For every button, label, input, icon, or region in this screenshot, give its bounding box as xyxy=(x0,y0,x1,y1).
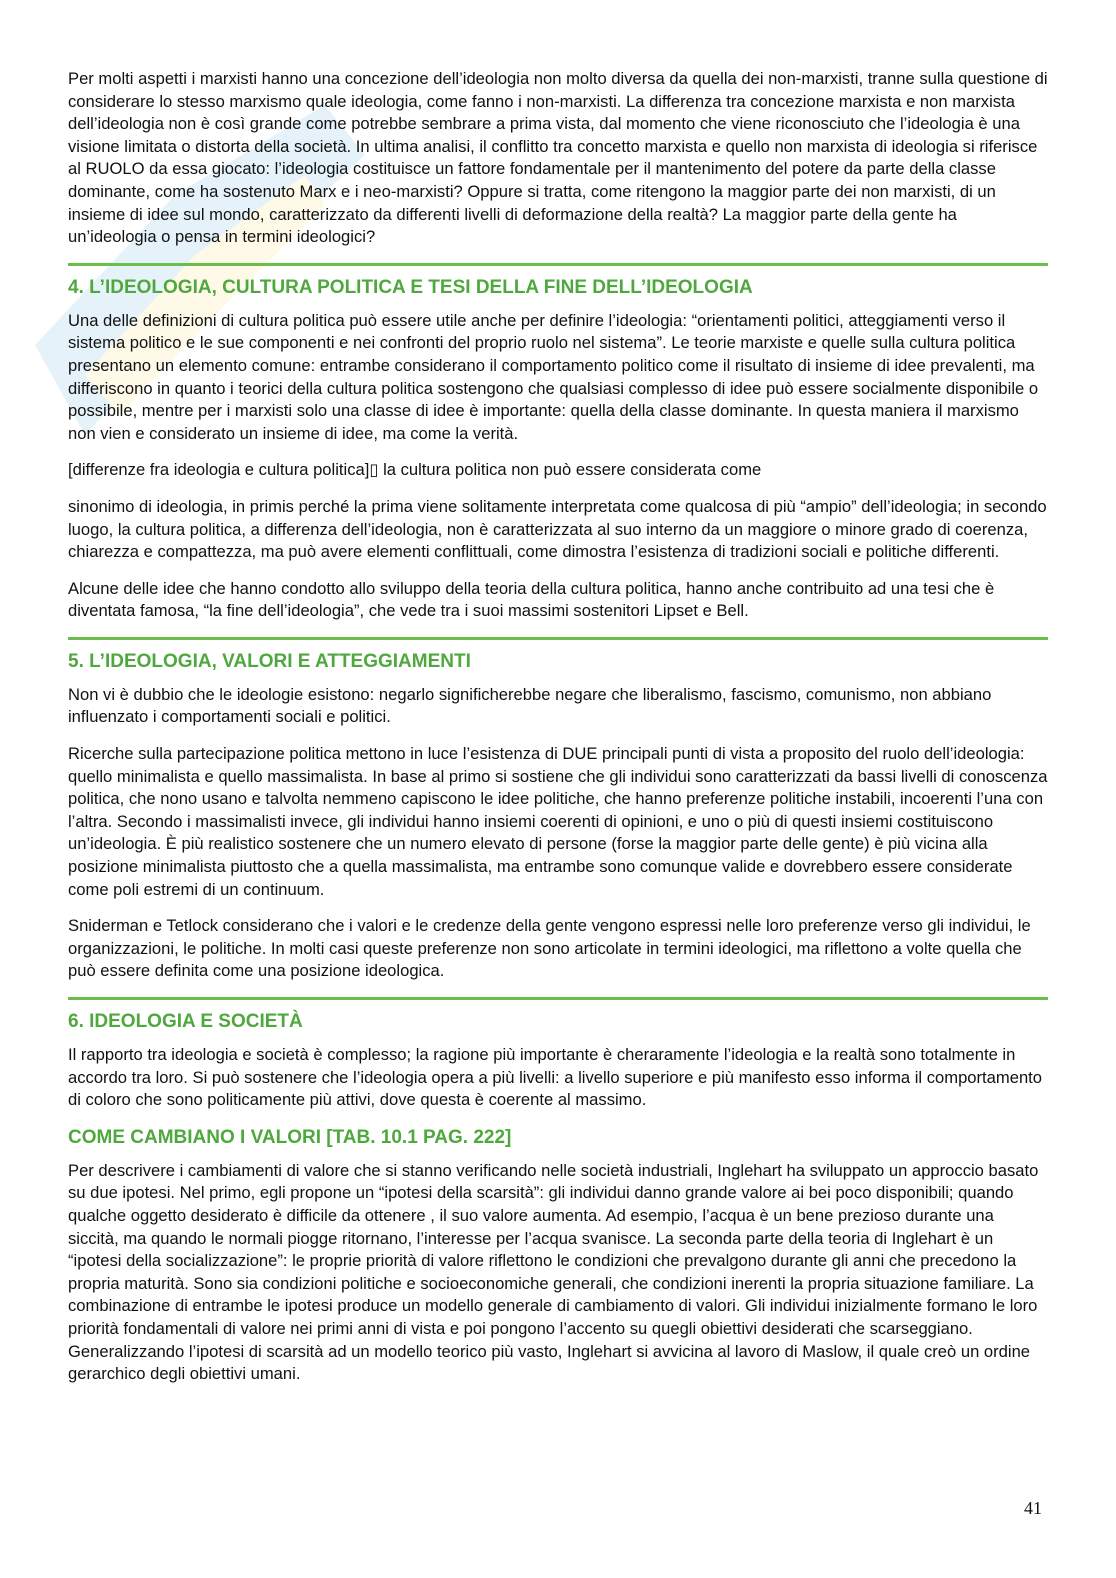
section-heading: 4. L’IDEOLOGIA, CULTURA POLITICA E TESI DELLA FINE DELL’IDEOLOGIA xyxy=(68,276,753,298)
section-heading: 6. IDEOLOGIA E SOCIETÀ xyxy=(68,1011,303,1032)
page-number: 41 xyxy=(1024,1498,1042,1518)
paragraph: Il rapporto tra ideologia e società è complesso; la ragione più importante è cheraramente l’ideologia e la realtà sono totalmente in accordo tra loro. Si può sostenere che l’ideologia opera a più livelli: a livello superiore e più manifesto esso informa il comportamento di coloro che sono politicamente più attivi, dove questa è coerente al massimo. xyxy=(68,1045,1043,1110)
section-heading: 5. L’IDEOLOGIA, VALORI E ATTEGGIAMENTI xyxy=(68,650,471,672)
paragraph: Una delle definizioni di cultura politica può essere utile anche per definire l’ideologia: “orientamenti politici, atteggiamenti verso il sistema politico e le sue componenti e nei confronti del proprio ruolo nel sistema”. Le teorie marxiste e quelle sulla cultura politica presentano un elemento comune: entrambe considerano il comportamento politico come il risultato di insieme di idee prevalenti, ma differiscono in quanto i teorici della cultura politica sostengono che qualsiasi complesso di idee può essere socialmente disponibile o possibile, mentre per i marxisti solo una classe di idee è importante: quella della classe dominante. In questa maniera il marxismo non vien e considerato un insieme di idee, ma come la verità. xyxy=(68,310,1039,443)
section-divider xyxy=(68,263,1048,266)
paragraph: sinonimo di ideologia, in primis perché la prima viene solitamente interpretata come qualcosa di più “ampio” dell’ideologia; in secondo luogo, la cultura politica, a differenza dell’ideologia, non è caratterizzata al suo interno da un maggiore o minore grado di coerenza, chiarezza e compattezza, ma può avere elementi conflittuali, come dimostra l’esistenza di tradizioni sociali e politiche differenti. xyxy=(68,496,1047,562)
document-content xyxy=(68,68,1048,1400)
subsection-heading: COME CAMBIANO I VALORI [TAB. 10.1 PAG. 222] xyxy=(68,1126,512,1148)
section-divider xyxy=(68,637,1048,640)
paragraph: Per molti aspetti i marxisti hanno una concezione dell’ideologia non molto diversa da quella dei non-marxisti, tranne sulla questione di considerare lo stesso marxismo quale ideologia, come fanno i non-marxisti. La differenza tra concezione marxista e non marxista dell’ideologia non è così grande come potrebbe sembrare a prima vista, dal momento che viene riconosciuto che l’ideologia è una visione limitata o distorta della società. In ultima analisi, il conflitto tra concetto marxista e quello non marxista di ideologia si riferisce al RUOLO da essa giocato: l’ideologia costituisce un fattore fondamentale per il mantenimento del potere da parte della classe dominante, come ha sostenuto Marx e i neo-marxisti? Oppure si tratta, come ritengono la maggior parte dei non marxisti, di un insieme di idee sul mondo, caratterizzato da differenti livelli di deformazione della realtà? La maggior parte della gente ha un’ideologia o pensa in termini ideologici? xyxy=(68,69,1048,247)
paragraph: [differenze fra ideologia e cultura politica]▯ la cultura politica non può essere considerata come xyxy=(68,460,762,480)
paragraph: Ricerche sulla partecipazione politica mettono in luce l’esistenza di DUE principali punti di vista a proposito del ruolo dell’ideologia: quello minimalista e quello massimalista. In base al primo si sostiene che gli individui sono caratterizzati da bassi livelli di conoscenza politica, che nono usano e talvolta nemmeno capiscono le idee politiche, che hanno preferenze politiche instabili, incoerenti l’una con l’altra. Secondo i massimalisti invece, gli individui hanno insiemi coerenti di opinioni, e uno o più di questi insiemi costituiscono un’ideologia. È più realistico sostenere che un numero elevato di persone (forse la maggior parte delle gente) è più vicina alla posizione minimalista piuttosto che a quella massimalista, ma entrambe sono comunque valide e dovrebbero essere considerate come poli estremi di un continuum. xyxy=(68,744,1048,899)
paragraph: Alcune delle idee che hanno condotto allo sviluppo della teoria della cultura politica, hanno anche contribuito ad una tesi che è diventata famosa, “la fine dell’ideologia”, che vede tra i suoi massimi sostenitori Lipset e Bell. xyxy=(68,578,995,621)
paragraph: Per descrivere i cambiamenti di valore che si stanno verificando nelle società industriali, Inglehart ha sviluppato un approccio basato su due ipotesi. Nel primo, egli propone un “ipotesi della scarsità”: gli individui danno grande valore ai bei poco disponibili; quando qualche oggetto desiderato è difficile da ottenere , il suo valore aumenta. Ad esempio, l’acqua è un bene prezioso durante una siccità, ma quando le normali piogge ritornano, l’interesse per l’acqua svanisce. La seconda parte della teoria di Inglehart è un “ipotesi della socializzazione”: le proprie priorità di valore riflettono le condizioni che prevalgono durante gli anni che precedono la propria maturità. Sono sia condizioni politiche e socioeconomiche generali, che condizioni inerenti la propria situazione familiare. La combinazione di entrambe le ipotesi produce un modello generale di cambiamento di valori. Gli individui inizialmente formano le loro priorità fondamentali di valore nei primi anni di vista e poi pongono l’accento su quegli obiettivi desiderati che scarseggiano. Generalizzando l’ipotesi di scarsità ad un modello teorico più vasto, Inglehart si avvicina al lavoro di Maslow, il quale creò un ordine gerarchico degli obiettivi umani. xyxy=(68,1160,1039,1384)
section-divider xyxy=(68,997,1048,1000)
paragraph: Sniderman e Tetlock considerano che i valori e le credenze della gente vengono espressi nelle loro preferenze verso gli individui, le organizzazioni, le politiche. In molti casi queste preferenze non sono articolate in termini ideologici, ma riflettono a volte quella che può essere definita come una posizione ideologica. xyxy=(68,916,1031,981)
paragraph: Non vi è dubbio che le ideologie esistono: negarlo significherebbe negare che liberalismo, fascismo, comunismo, non abbiano influenzato i comportamenti sociali e politici. xyxy=(68,684,992,727)
